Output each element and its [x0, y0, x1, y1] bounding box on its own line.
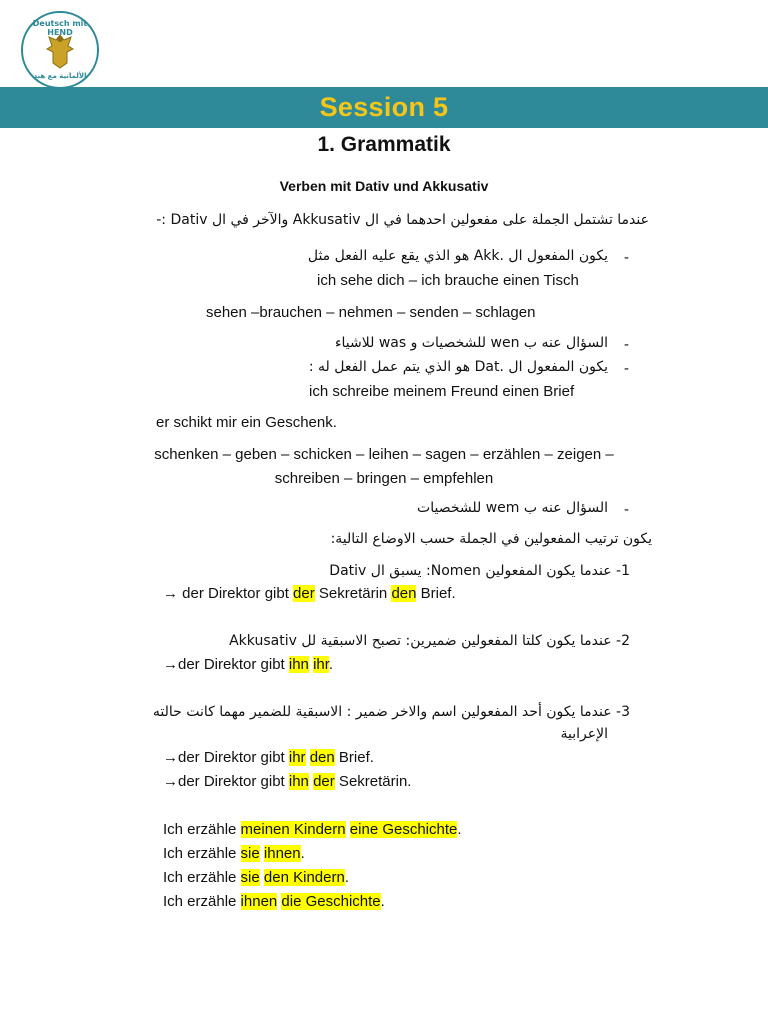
logo: [21, 11, 99, 89]
highlight-word: ihnen: [263, 845, 301, 862]
example-text: Sekretärin: [314, 585, 392, 602]
highlight-word: der: [313, 773, 335, 790]
highlight-word: eine Geschichte: [349, 821, 458, 838]
bullet-dash: -: [624, 501, 629, 518]
rule-3-example-2: [163, 773, 411, 791]
example-sentence: [163, 869, 349, 887]
order-intro: يكون ترتيب المفعولين في الجملة حسب الاوضاع التالية:: [330, 531, 652, 547]
highlight-word: ihnen: [240, 893, 278, 910]
example-text: .: [344, 869, 349, 886]
highlight-word: die Geschichte: [281, 893, 381, 910]
akk-verbs: sehen –brauchen – nehmen – senden – schlagen: [206, 304, 536, 321]
highlight-word: ihr: [313, 656, 329, 673]
bullet-dash: -: [624, 360, 629, 377]
dat-example-2: er schikt mir ein Geschenk.: [156, 414, 337, 431]
highlight-word: der: [293, 585, 315, 602]
highlight-word: ihr: [288, 749, 306, 766]
bullet-dash: -: [624, 249, 629, 266]
akk-rule: يكون المفعول ال .Akk هو الذي يقع عليه الفعل مثل: [307, 248, 608, 264]
example-text: Ich erzähle: [163, 821, 241, 838]
example-text: der Direktor gibt: [178, 749, 289, 766]
example-text: .: [300, 845, 305, 862]
intro-text: عندما تشتمل الجملة على مفعولين احدهما في ال Akkusativ والآخر في ال Dativ :-: [156, 212, 649, 228]
example-text: Brief.: [416, 585, 456, 602]
rule-2-text: 2- عندما يكون كلتا المفعولين ضميرين: تصبح الاسبقية لل Akkusativ: [229, 633, 630, 649]
logo-bottom-text: الألمانية مع هند: [33, 72, 87, 80]
highlight-word: ihn: [288, 656, 309, 673]
example-sentence: [163, 845, 305, 863]
highlight-word: sie: [240, 869, 260, 886]
dat-verbs-line2: schreiben – bringen – empfehlen: [274, 470, 494, 487]
example-text: Ich erzähle: [163, 893, 241, 910]
highlight-word: den: [391, 585, 417, 602]
highlight-word: den Kindern: [263, 869, 345, 886]
example-text: .: [328, 656, 334, 673]
example-text: Ich erzähle: [163, 869, 241, 886]
rule-1-example: [163, 585, 456, 603]
page-heading: 1. Grammatik: [317, 133, 451, 156]
akk-question: السؤال عنه ب wen للشخصيات و was للاشياء: [334, 335, 608, 351]
dat-question: السؤال عنه ب wem للشخصيات: [417, 500, 608, 516]
section-subheading: Verben mit Dativ und Akkusativ: [279, 178, 489, 194]
rule-3-example-1: [163, 749, 374, 767]
logo-top-text: Deutsch mit HEND: [32, 19, 88, 37]
example-text: der Direktor gibt: [178, 656, 289, 673]
akk-example: ich sehe dich – ich brauche einen Tisch: [317, 272, 579, 289]
arrow-icon: →: [163, 749, 178, 766]
session-title: Session 5: [319, 92, 449, 122]
highlight-word: meinen Kindern: [240, 821, 346, 838]
example-text: .: [380, 893, 385, 910]
arrow-icon: →: [163, 773, 178, 790]
example-text: der Direktor gibt: [178, 773, 289, 790]
example-sentence: [163, 893, 385, 911]
rule-3-text-line1: 3- عندما يكون أحد المفعولين اسم والاخر ضمير : الاسبقية للضمير مهما كانت حالته: [152, 704, 630, 720]
highlight-word: sie: [240, 845, 260, 862]
rule-3-text-line2: الإعرابية: [560, 726, 608, 742]
example-text: Sekretärin.: [334, 773, 412, 790]
rule-1-text: 1- عندما يكون المفعولين Nomen: يسبق ال Dativ: [329, 563, 630, 579]
arrow-icon: →: [163, 585, 178, 602]
session-banner: [0, 87, 768, 128]
dat-example-1: ich schreibe meinem Freund einen Brief: [309, 383, 575, 400]
example-sentence: [163, 821, 462, 839]
example-text: .: [457, 821, 462, 838]
dat-rule: يكون المفعول ال .Dat هو الذي يتم عمل الفعل له :: [308, 359, 608, 375]
example-text: der Direktor gibt: [178, 585, 294, 602]
example-text: Ich erzähle: [163, 845, 241, 862]
example-text: Brief.: [334, 749, 374, 766]
bullet-dash: -: [624, 336, 629, 353]
highlight-word: ihn: [288, 773, 309, 790]
dat-verbs-line1: schenken – geben – schicken – leihen – sagen – erzählen – zeigen –: [154, 446, 614, 463]
highlight-word: den: [309, 749, 335, 766]
arrow-icon: →: [163, 656, 178, 673]
rule-2-example: [163, 656, 333, 674]
